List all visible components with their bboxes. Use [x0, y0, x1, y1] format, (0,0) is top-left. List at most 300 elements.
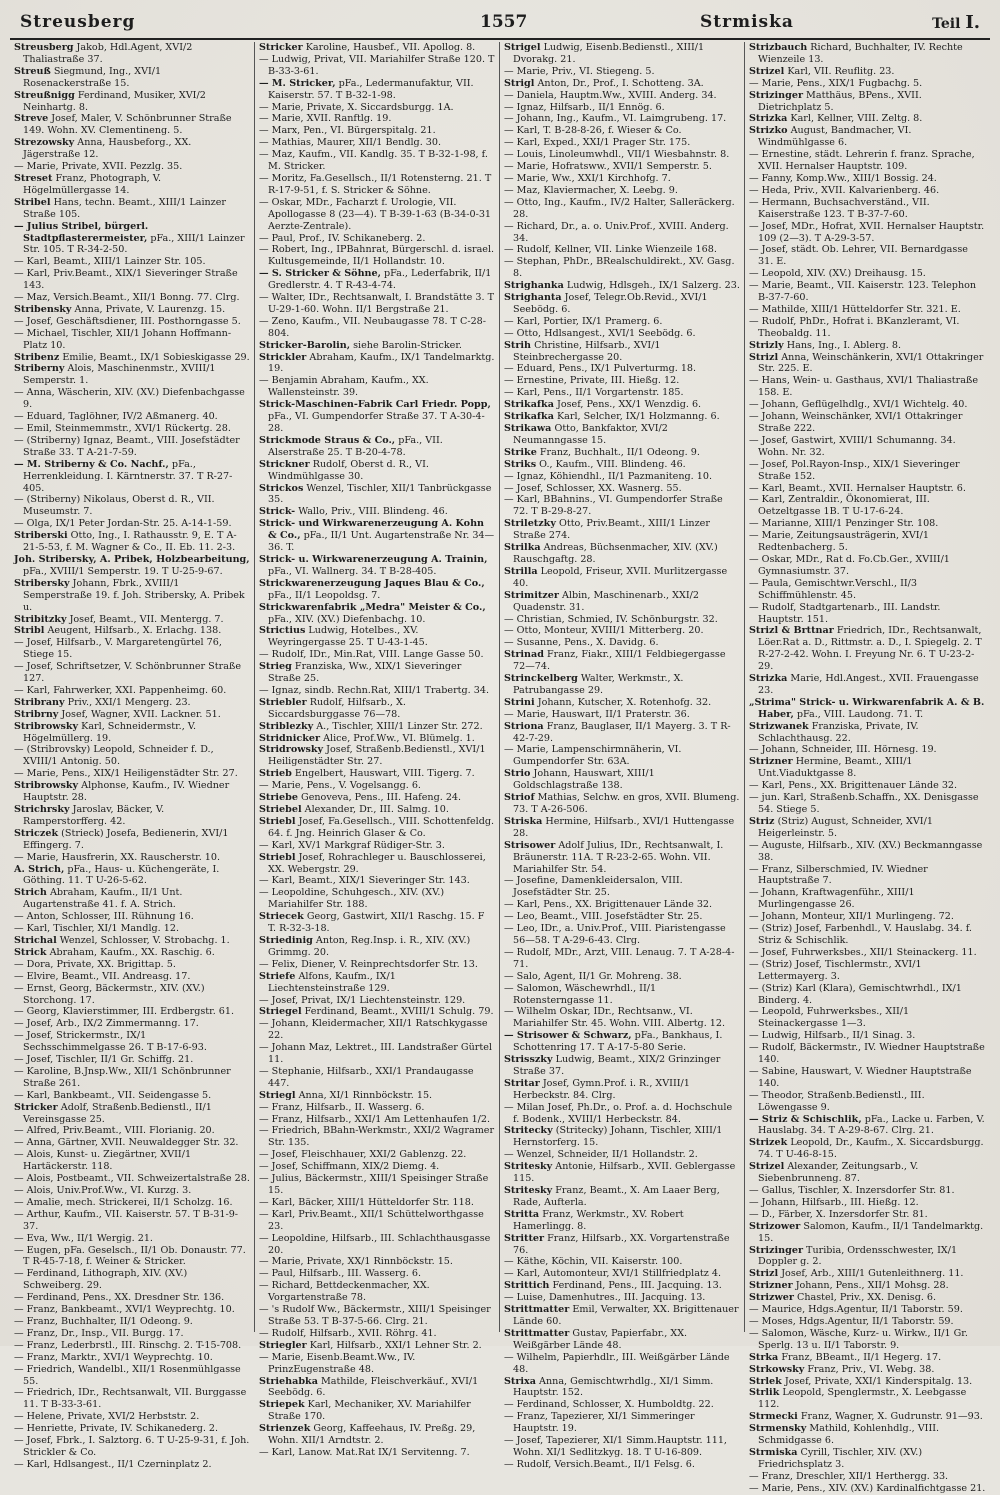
- directory-entry: [259, 1328, 495, 1340]
- directory-entry: [749, 125, 986, 149]
- directory-entry: [14, 1102, 250, 1126]
- directory-entry: [259, 340, 495, 352]
- entry-details: — Leo, IDr., a. Univ.Prof., VIII. Piaristengasse 56—58. T A-29-6-43. Clrg.: [504, 923, 726, 946]
- entry-details: Anton, Dr., Prof., I. Schotteng. 3A.: [534, 77, 704, 89]
- entry-details: — Johann, Schneider, III. Hörnesg. 19.: [749, 744, 937, 756]
- entry-details: pFa., Lacke u. Farben, V. Hauslabg. 34. T A-29-8-67. Clrg. 21.: [758, 1113, 985, 1137]
- directory-entry: [749, 983, 986, 1007]
- entry-details: Franz, Fiakr., XIII/1 Feldbiegergasse 72—74.: [513, 649, 726, 673]
- entry-details: Alexander, Dr., III. Salmg. 10.: [301, 804, 449, 815]
- entry-details: — Johann, Kraftwagenführ., XIII/1 Murlingengasse 26.: [749, 887, 915, 911]
- entry-name: Streve: [14, 113, 49, 125]
- directory-entry: [259, 721, 495, 733]
- directory-entry: [504, 566, 740, 590]
- entry-details: Mathilde, Fleischverkäuf., XVI/1 Seebödg. 6.: [268, 1375, 479, 1399]
- directory-entry: [14, 1018, 250, 1030]
- entry-details: — Franz, Dreschler, XII/1 Herthergg. 33.: [749, 1470, 949, 1482]
- entry-name: Strizel: [749, 65, 785, 77]
- entry-details: — Josef, städt. Ob. Lehrer, VII. Bernardgasse 31. E.: [749, 244, 968, 268]
- entry-details: — Heda, Priv., XVII. Kalvarienberg. 46.: [749, 184, 940, 196]
- entry-details: — Ignaz, Hilfsarb., II/1 Ennög. 6.: [504, 101, 665, 113]
- entry-details: Alexander, Zeitungsarb., V. Siebenbrunneng. 87.: [758, 1161, 919, 1185]
- entry-name: Strizinger: [749, 1244, 803, 1256]
- directory-entry: [749, 90, 986, 114]
- directory-entry: [749, 1292, 986, 1304]
- directory-entry: [504, 1411, 740, 1435]
- directory-entry: [504, 411, 740, 423]
- entry-details: Johann, Fbrk., XVIII/1 Semperstraße 19. f. Joh. Stribersky, A. Pribek u.: [23, 577, 245, 613]
- entry-details: — Marie, Zeitungsausträgerin, XVI/1 Redtenbacherg. 5.: [749, 530, 929, 554]
- entry-name: — M. Striberny & Co. Nachf.,: [14, 458, 169, 470]
- directory-entry: [749, 864, 986, 888]
- entry-details: — Otto, Ing., Kaufm., IV/2 Halter, Salleräckerg. 28.: [504, 196, 735, 220]
- entry-details: — Olga, IX/1 Peter Jordan-Str. 25. A-14-1-59.: [14, 518, 232, 530]
- entry-details: — Alois, Postbeamt., VII. Schweizertalstraße 28.: [14, 1173, 250, 1185]
- entry-name: Strlek: [749, 1375, 782, 1387]
- entry-details: Josef, Beamt., VII. Mentergg. 7.: [66, 613, 224, 625]
- directory-entry: [14, 411, 250, 423]
- entry-details: Franz, BBeamt., II/1 Hegerg. 17.: [778, 1351, 942, 1363]
- directory-entry: [504, 768, 740, 792]
- directory-entry: [749, 792, 986, 816]
- directory-entry: [749, 1483, 986, 1495]
- entry-details: — Elvire, Beamt., VII. Andreasg. 17.: [14, 970, 191, 982]
- directory-entry: [749, 316, 986, 340]
- entry-details: — Stephanie, Hilfsarb., XXI/1 Prandaugasse 447.: [259, 1065, 474, 1089]
- entry-name: Striehabka: [259, 1375, 318, 1387]
- entry-details: Josef, Telegr.Ob.Revid., XVI/1 Seebödg. 6.: [513, 292, 708, 315]
- entry-details: — Alois, Kunst- u. Ziegärtner, XVII/1 Hartäckerstr. 118.: [14, 1149, 192, 1173]
- entry-details: — Salo, Agent, II/1 Gr. Mohreng. 38.: [504, 970, 682, 982]
- entry-details: — Ferdinand, Schlosser, X. Humboldtg. 22.: [504, 1399, 714, 1411]
- directory-entry: [14, 864, 250, 888]
- entry-name: Strizwanek: [749, 720, 809, 732]
- entry-name: Stritar: [504, 1077, 540, 1089]
- directory-entry: [504, 518, 740, 542]
- directory-entry: [504, 494, 740, 518]
- entry-name: Stribrny: [14, 708, 59, 720]
- entry-details: — Marie, Private, X. Siccardsburgg. 1A.: [259, 101, 454, 113]
- entry-details: Salomon, Kaufm., II/1 Tandelmarktg. 15.: [758, 1220, 984, 1244]
- directory-entry: [504, 673, 740, 697]
- entry-details: (Strieck) Josefa, Bedienerin, XVI/1 Effingerg. 7.: [23, 827, 229, 851]
- entry-details: Leopold, Friseur, XVII. Murlitzergasse 40.: [513, 565, 728, 589]
- entry-name: Stribitzky: [14, 613, 67, 625]
- entry-details: Karl, Selcher, IX/1 Holzmanng. 6.: [553, 411, 720, 423]
- directory-entry: [259, 935, 495, 959]
- entry-details: — Anton, Schlosser, III. Rühnung 16.: [14, 911, 194, 923]
- entry-details: — Johann, Weinschänker, XVI/1 Ottakringer Straße 222.: [749, 411, 963, 434]
- directory-entry: [259, 602, 495, 626]
- entry-details: siehe Barolin-Stricker.: [350, 339, 462, 351]
- entry-details: — Rudolf, Hilfsarb., XVII. Röhrg. 41.: [259, 1327, 437, 1339]
- directory-entry: [504, 1209, 740, 1233]
- directory-entry: [504, 1054, 740, 1078]
- directory-entry: [14, 1316, 250, 1328]
- directory-entry: [504, 1125, 740, 1149]
- directory-entry: [504, 983, 740, 1007]
- entry-details: pFa., XIII/1 Lainzer Str. 105. T R-34-2-50.: [23, 232, 245, 256]
- entry-details: Hermine, Beamt., XIII/1 Unt.Viaduktgasse 8.: [758, 756, 913, 780]
- directory-entry: [504, 483, 740, 495]
- directory-entry: [14, 625, 250, 637]
- directory-entry: [504, 1352, 740, 1376]
- entry-details: Emilie, Beamt., IX/1 Sobieskigasse 29.: [59, 351, 250, 363]
- entry-details: Josef, Wagner, XVII. Lackner. 51.: [58, 708, 221, 720]
- entry-details: — Friedrich, Wandelbl., XII/1 Rosenmühlgasse 55.: [14, 1363, 241, 1387]
- entry-details: — Maz, Klaviermacher, X. Leebg. 9.: [504, 184, 678, 196]
- entry-details: Richard, Buchhalter, IV. Rechte Wienzeile 13.: [758, 42, 963, 65]
- entry-details: — Georg, Klavierstimmer, III. Erdbergstr. 61.: [14, 1006, 235, 1018]
- entry-name: Striczek: [14, 827, 59, 839]
- entry-details: — Karl, Beamt., XVII. Hernalser Hauptstr. 6.: [749, 482, 966, 494]
- directory-entry: [749, 1090, 986, 1114]
- directory-entry: [259, 875, 495, 887]
- entry-details: Anton, Reg.Insp. i. R., XIV. (XV.) Grimmg. 20.: [268, 934, 471, 958]
- directory-entry: [14, 911, 250, 923]
- entry-details: — Marie, Private, XX/1 Rinnböckstr. 15.: [259, 1256, 453, 1268]
- directory-entry: [749, 578, 986, 602]
- entry-details: — Josef, Tischler, II/1 Gr. Schiffg. 21.: [14, 1054, 194, 1066]
- directory-entry: [749, 744, 986, 756]
- entry-name: Strizner: [749, 756, 793, 768]
- entry-details: Walter, Werkmstr., X. Patrubangasse 29.: [513, 673, 684, 696]
- directory-entry: [14, 268, 250, 292]
- directory-entry: [259, 459, 495, 483]
- directory-entry: [504, 221, 740, 245]
- entry-name: Striletzky: [504, 518, 556, 530]
- entry-details: — Rudolf, Bäckermstr., IV. Wiedner Hauptstraße 140.: [749, 1042, 985, 1066]
- directory-entry: [749, 1030, 986, 1042]
- directory-entry: [749, 1387, 986, 1411]
- directory-entry: [504, 1376, 740, 1400]
- entry-details: — Ernestine, Private, III. Hießg. 12.: [504, 375, 680, 387]
- directory-entry: [14, 768, 250, 780]
- directory-entry: [504, 590, 740, 614]
- entry-details: — Karl, Bankbeamt., VII. Seidengasse 5.: [14, 1089, 212, 1101]
- directory-entry: [504, 78, 740, 90]
- directory-entry: [259, 1268, 495, 1280]
- entry-name: Striegel: [259, 1006, 302, 1018]
- directory-entry: [749, 1137, 986, 1161]
- directory-entry: [504, 1149, 740, 1161]
- directory-entry: [14, 494, 250, 518]
- entry-details: — Karl, Pens., XX. Brigittenauer Lände 32.: [749, 780, 958, 792]
- directory-entry: [259, 435, 495, 459]
- entry-details: — Josef, Strickermstr., IX/1 Sechsschimmelgasse 26. T B-17-6-93.: [14, 1030, 207, 1054]
- entry-name: Strikawa: [504, 423, 552, 434]
- entry-details: — Anna, Wäscherin, XIV. (XV.) Diefenbachgasse 9.: [14, 387, 245, 411]
- entry-details: pFa., XIV. (XV.) Diefenbachg. 10.: [268, 613, 426, 625]
- directory-entry: [14, 721, 250, 745]
- entry-details: — Alfred, Priv.Beamt., VIII. Florianig. 20.: [14, 1125, 215, 1137]
- directory-entry: [504, 1328, 740, 1352]
- directory-entry: [749, 459, 986, 483]
- directory-entry: [749, 1411, 986, 1423]
- directory-entry: [14, 90, 250, 114]
- entry-details: — Karl, Beamt., XIX/1 Sieveringer Str. 143.: [259, 875, 470, 887]
- entry-details: — Salomon, Wäsche, Kurz- u. Wirkw., II/1 Gr. Sperlg. 13 u. II/1 Taborstr. 9.: [749, 1327, 968, 1351]
- entry-details: Josef, Arb., XIII/1 Gutenleithnerg. 11.: [778, 1268, 964, 1280]
- directory-entry: [504, 911, 740, 923]
- entry-details: — Mathilde, XIII/1 Hütteldorfer Str. 321. E.: [749, 303, 961, 315]
- entry-name: Stribrowsky: [14, 780, 79, 792]
- directory-entry: [259, 804, 495, 816]
- directory-entry: [259, 42, 495, 54]
- directory-entry: [259, 1256, 495, 1268]
- entry-details: — Franz, Silberschmied, IV. Wiedner Hauptstraße 7.: [749, 863, 928, 887]
- entry-name: Streset: [14, 172, 53, 184]
- entry-details: Priv., XXI/1 Mengerg. 23.: [64, 696, 191, 708]
- directory-entry: [749, 340, 986, 352]
- directory-entry: [749, 411, 986, 435]
- entry-name: Striks: [504, 458, 537, 470]
- directory-entry: [504, 197, 740, 221]
- entry-details: pFa., Bankhaus, I. Schottenring 17. T A-17-5-80 Serie.: [513, 1030, 723, 1054]
- entry-name: Strmensky: [749, 1423, 807, 1435]
- directory-entry: [504, 1161, 740, 1185]
- entry-details: — Theodor, Straßenb.Bedienstl., III. Löwengasse 9.: [749, 1089, 925, 1113]
- directory-entry: [749, 268, 986, 280]
- entry-details: — Leopold, Fuhrwerksbes., XII/1 Steinackergasse 1—3.: [749, 1006, 910, 1030]
- entry-details: Karl, VII. Reuflitg. 23.: [784, 65, 895, 77]
- entry-name: Strizower: [749, 1220, 801, 1232]
- directory-entry: [14, 578, 250, 614]
- directory-entry: [259, 1066, 495, 1090]
- directory-entry: [504, 1304, 740, 1328]
- entry-name: Strio: [504, 768, 531, 780]
- directory-entry: [504, 42, 740, 66]
- directory-entry: [504, 1185, 740, 1209]
- entry-details: Karl, Mechaniker, XV. Mariahilfer Straße 170.: [268, 1399, 471, 1423]
- entry-details: — Wenzel, Schneider, II/1 Hollandstr. 2.: [504, 1149, 698, 1161]
- directory-entry: [749, 554, 986, 578]
- directory-entry: [14, 1066, 250, 1090]
- entry-name: Strittmatter: [504, 1327, 570, 1339]
- entry-details: — Rudolf, IDr., Min.Rat, VIII. Lange Gasse 50.: [259, 649, 484, 661]
- directory-entry: [14, 459, 250, 495]
- entry-details: Abraham, Kaufm., II/1 Unt. Augartenstraße 41. f. A. Strich.: [23, 887, 183, 911]
- entry-details: Alfons, Kaufm., IX/1 Liechtensteinstraße 129.: [268, 970, 396, 994]
- entry-name: Strictius: [259, 625, 306, 637]
- directory-entry: [259, 244, 495, 268]
- entry-details: — Johann, Ing., Kaufm., VI. Laimgrubeng. 17.: [504, 113, 727, 125]
- entry-details: Emil, Verwalter, XX. Brigittenauer Lände 60.: [513, 1304, 739, 1327]
- directory-entry: [14, 423, 250, 435]
- entry-name: Stricker: [259, 42, 303, 53]
- entry-details: — Ludwig, Hilfsarb., II/1 Sinag. 3.: [749, 1030, 916, 1042]
- entry-details: — Karl, T. B-28-8-26, f. Wieser & Co.: [504, 125, 682, 137]
- entry-details: — Rudolf, Versich.Beamt., II/1 Felsg. 6.: [504, 1458, 695, 1470]
- directory-entry: [14, 1090, 250, 1102]
- directory-entry: [14, 1185, 250, 1197]
- entry-details: — Otto, Monteur, XVIII/1 Mitterberg. 20.: [504, 625, 704, 637]
- entry-name: Strickmode Straus & Co.,: [259, 434, 396, 446]
- entry-name: Strick-: [259, 506, 296, 518]
- directory-entry: [749, 911, 986, 923]
- entry-details: — Leopoldine, Schuhgesch., XIV. (XV.) Mariahilfer Str. 188.: [259, 887, 445, 911]
- directory-entry: [504, 387, 740, 399]
- entry-details: — Eugen, pFa. Geselsch., II/1 Ob. Donaustr. 77. T R-45-7-18, f. Weiner & Stricker.: [14, 1244, 246, 1268]
- directory-entry: [259, 1423, 495, 1447]
- entry-details: Alois, Maschinenmstr., XVIII/1 Semperstr. 1.: [23, 363, 216, 387]
- entry-details: Christine, Hilfsarb., XVI/1 Steinbrechergasse 20.: [513, 339, 661, 363]
- entry-details: Wallo, Priv., VIII. Blindeng. 46.: [295, 506, 448, 518]
- directory-entry: [14, 137, 250, 161]
- directory-entry: [259, 1173, 495, 1197]
- entry-details: — Franz, Hilfsarb., II. Wasserg. 6.: [259, 1101, 425, 1113]
- directory-entry: [259, 1090, 495, 1102]
- entry-name: Strickwarenfabrik „Medra" Meister & Co.,: [259, 601, 486, 613]
- entry-details: pFa., Herrenkleidung. I. Kärntnerstr. 37. T R-27-405.: [23, 458, 233, 494]
- entry-details: — Julius, Bäckermstr., XIII/1 Speisinger Straße 15.: [259, 1173, 489, 1196]
- directory-entry: [749, 1364, 986, 1376]
- directory-entry: [504, 292, 740, 316]
- entry-details: — Karl, Hdlsangest., II/1 Czerninplatz 2.: [14, 1458, 212, 1470]
- entry-details: Johann, Kutscher, X. Rotenhofg. 32.: [534, 696, 712, 708]
- entry-details: — Leopoldine, Hilfsarb., III. Schlachthausgasse 20.: [259, 1232, 491, 1256]
- entry-name: Strizinger: [749, 89, 803, 101]
- entry-details: — Josef, Hilfsarb., V. Margaretengürtel 76, Stiege 15.: [14, 637, 222, 661]
- entry-details: — Johann Maz, Lektret., III. Landstraßer Gürtel 11.: [259, 1042, 492, 1066]
- directory-entry: [749, 1042, 986, 1066]
- entry-name: Striberny: [14, 363, 65, 375]
- entry-name: Stridnicker: [259, 732, 321, 744]
- directory-entry: [14, 1197, 250, 1209]
- entry-details: — Felix, Diener, V. Reinprechtsdorfer Str. 13.: [259, 958, 478, 970]
- directory-entry: [14, 1423, 250, 1435]
- entry-details: — Karl, Lanow. Mat.Rat IX/1 Servitenng. 7.: [259, 1446, 470, 1458]
- entry-details: — Moses, Hdgs.Agentur, II/1 Taborstr. 59.: [749, 1315, 954, 1327]
- entry-details: — Ludwig, Privat, VII. Mariahilfer Straße 120. T B-33-3-61.: [259, 53, 495, 77]
- entry-details: — Rudolf, MDr., Arzt, VIII. Lenaug. 7. T A-28-4-71.: [504, 946, 735, 970]
- entry-details: Siegmund, Ing., XVI/1 Rosenackerstraße 15.: [23, 65, 162, 89]
- directory-entry: [14, 614, 250, 626]
- directory-entry: [749, 66, 986, 78]
- entry-details: — Marie, Pens., XIX/1 Fugbachg. 5.: [749, 77, 923, 89]
- directory-entry: [749, 149, 986, 173]
- entry-details: pFa., VIII. Laudong. 71. T.: [793, 708, 924, 720]
- header-first-entry: Streusberg: [20, 12, 136, 32]
- entry-details: — Ferdinand, Pens., XX. Dresdner Str. 136.: [14, 1292, 225, 1304]
- entry-details: — Dora, Private, XX. Brigittap. 5.: [14, 958, 176, 970]
- entry-details: — Louis, Linoleumwhdl., VII/1 Wiesbahnstr. 8.: [504, 149, 730, 161]
- directory-entry: [504, 1292, 740, 1304]
- entry-details: — 's Rudolf Ww., Bäckermstr., XIII/1 Speisinger Straße 53. T B-37-5-66. Clrg. 21.: [259, 1304, 491, 1327]
- entry-details: Karl, Kellner, VIII. Zeltg. 8.: [787, 113, 923, 125]
- entry-details: — Karl, Zentraldir., Ökonomierat, III. Oetzeltgasse 1B. T U-17-6-24.: [749, 494, 930, 518]
- entry-details: — Karl, Pens., XX. Brigittenauer Lände 32.: [504, 899, 713, 911]
- entry-details: — Karl, Bäcker, XIII/1 Hütteldorfer Str. 118.: [259, 1196, 474, 1208]
- directory-entry: [749, 697, 986, 721]
- directory-entry: [259, 292, 495, 316]
- directory-entry: [504, 125, 740, 137]
- directory-entry: [749, 197, 986, 221]
- entry-name: Strizner: [749, 1280, 793, 1292]
- entry-details: — Helene, Private, XVI/2 Herbststr. 2.: [14, 1411, 200, 1423]
- entry-name: Strisszky: [504, 1054, 553, 1066]
- directory-entry: [14, 197, 250, 221]
- directory-entry: [504, 447, 740, 459]
- entry-details: (Striz) August, Schneider, XVI/1 Heigerleinstr. 5.: [758, 815, 933, 839]
- entry-details: Franz, Bauglaser, II/1 Mayerg. 3. T R-42-7-29.: [513, 720, 731, 744]
- directory-entry: [14, 1292, 250, 1304]
- entry-details: Rudolf, Oberst d. R., VI. Windmühlgasse 30.: [268, 458, 429, 482]
- entry-name: Stribel: [14, 196, 51, 208]
- directory-entry: [14, 637, 250, 661]
- directory-entry: [749, 1114, 986, 1138]
- entry-name: Strighanta: [504, 292, 562, 304]
- entry-details: Karl, Hilfsarb., XXI/1 Lehner Str. 2.: [306, 1339, 482, 1351]
- entry-name: Striz: [749, 815, 775, 827]
- column-3: [500, 42, 745, 1470]
- directory-entry: [504, 102, 740, 114]
- directory-entry: [504, 280, 740, 292]
- directory-entry: [14, 1387, 250, 1411]
- entry-name: Strih: [504, 339, 532, 351]
- entry-details: A., Tischler, XIII/1 Linzer Str. 272.: [313, 720, 483, 732]
- entry-details: — Karl, Priv.Beamt., XIX/1 Sieveringer Straße 143.: [14, 268, 238, 292]
- directory-entry: [749, 42, 986, 66]
- directory-entry: [14, 935, 250, 947]
- entry-details: — Robert, Ing., IPBahnrat, Bürgerschl. d. israel. Kultusgemeinde, II/1 Hollandstr. 10.: [259, 244, 495, 268]
- entry-details: — D., Färber, X. Inzersdorfer Str. 81.: [749, 1208, 928, 1220]
- entry-name: Strixa: [504, 1375, 536, 1387]
- entry-details: — Josef, Privat, IX/1 Liechtensteinstr. 129.: [259, 994, 466, 1006]
- directory-entry: [504, 1268, 740, 1280]
- entry-name: Stritesky: [504, 1185, 553, 1196]
- directory-entry: [749, 840, 986, 864]
- entry-details: — Josef, Pol.Rayon-Insp., XIX/1 Sieveringer Straße 152.: [749, 458, 960, 482]
- entry-name: Strlik: [749, 1387, 780, 1399]
- directory-entry: [504, 328, 740, 340]
- entry-details: — Franz, Buchhalter, II/1 Odeong. 9.: [14, 1315, 193, 1327]
- entry-details: Franz, Photograph, V. Högelmüllergasse 14.: [23, 172, 162, 196]
- directory-entry: [504, 66, 740, 78]
- entry-details: — Paul, Hilfsarb., III. Wasserg. 6.: [259, 1268, 422, 1280]
- entry-details: Aeugent, Hilfsarb., X. Erlachg. 138.: [44, 625, 222, 637]
- entry-details: — Gallus, Tischler, X. Inzersdorfer Str. 81.: [749, 1185, 955, 1196]
- entry-details: — Daniela, Hauptm.Ww., XVIII. Anderg. 34.: [504, 89, 717, 101]
- directory-entry: [259, 995, 495, 1007]
- entry-name: Strizl & Brttnar: [749, 625, 834, 637]
- entry-details: Ludwig, Eisenb.Bedienstl., XIII/1 Dvorakg. 21.: [513, 42, 705, 65]
- entry-details: Karl, Schneidermstr., V. Högelmüllerg. 19.: [23, 720, 197, 744]
- entry-details: Franz, Buchhalt., II/1 Odeong. 9.: [536, 446, 700, 458]
- entry-name: — Strisower & Schwarz,: [504, 1030, 632, 1042]
- entry-name: Strick-Maschinen-Fabrik Carl Friedr. Popp,: [259, 399, 491, 411]
- directory-entry: [259, 971, 495, 995]
- directory-entry: [14, 256, 250, 268]
- entry-details: — Alois, Univ.Prof.Ww., VI. Kurzg. 3.: [14, 1185, 192, 1196]
- directory-entry: [504, 625, 740, 637]
- directory-entry: [504, 1078, 740, 1102]
- entry-details: — Marie, Beamt., VII. Kaiserstr. 123. Telephon B-37-7-60.: [749, 280, 977, 304]
- entry-name: Strichal: [14, 934, 57, 946]
- directory-entry: [14, 161, 250, 173]
- directory-entry: [749, 756, 986, 780]
- directory-entry: [504, 875, 740, 899]
- entry-name: Streuß: [14, 65, 51, 77]
- entry-details: O., Kaufm., VIII. Blindeng. 46.: [536, 458, 686, 470]
- directory-entry: [259, 1209, 495, 1233]
- directory-entry: [749, 494, 986, 518]
- entry-name: Strinad: [504, 649, 544, 661]
- directory-entry: [14, 42, 250, 66]
- entry-name: Strizwer: [749, 1292, 794, 1304]
- entry-details: Abraham, Kaufm., IX/1 Tandelmarktg. 19.: [268, 351, 495, 375]
- entry-details: Adolf, Straßenb.Bedienstl., II/1 Vereinsgasse 25.: [23, 1101, 212, 1125]
